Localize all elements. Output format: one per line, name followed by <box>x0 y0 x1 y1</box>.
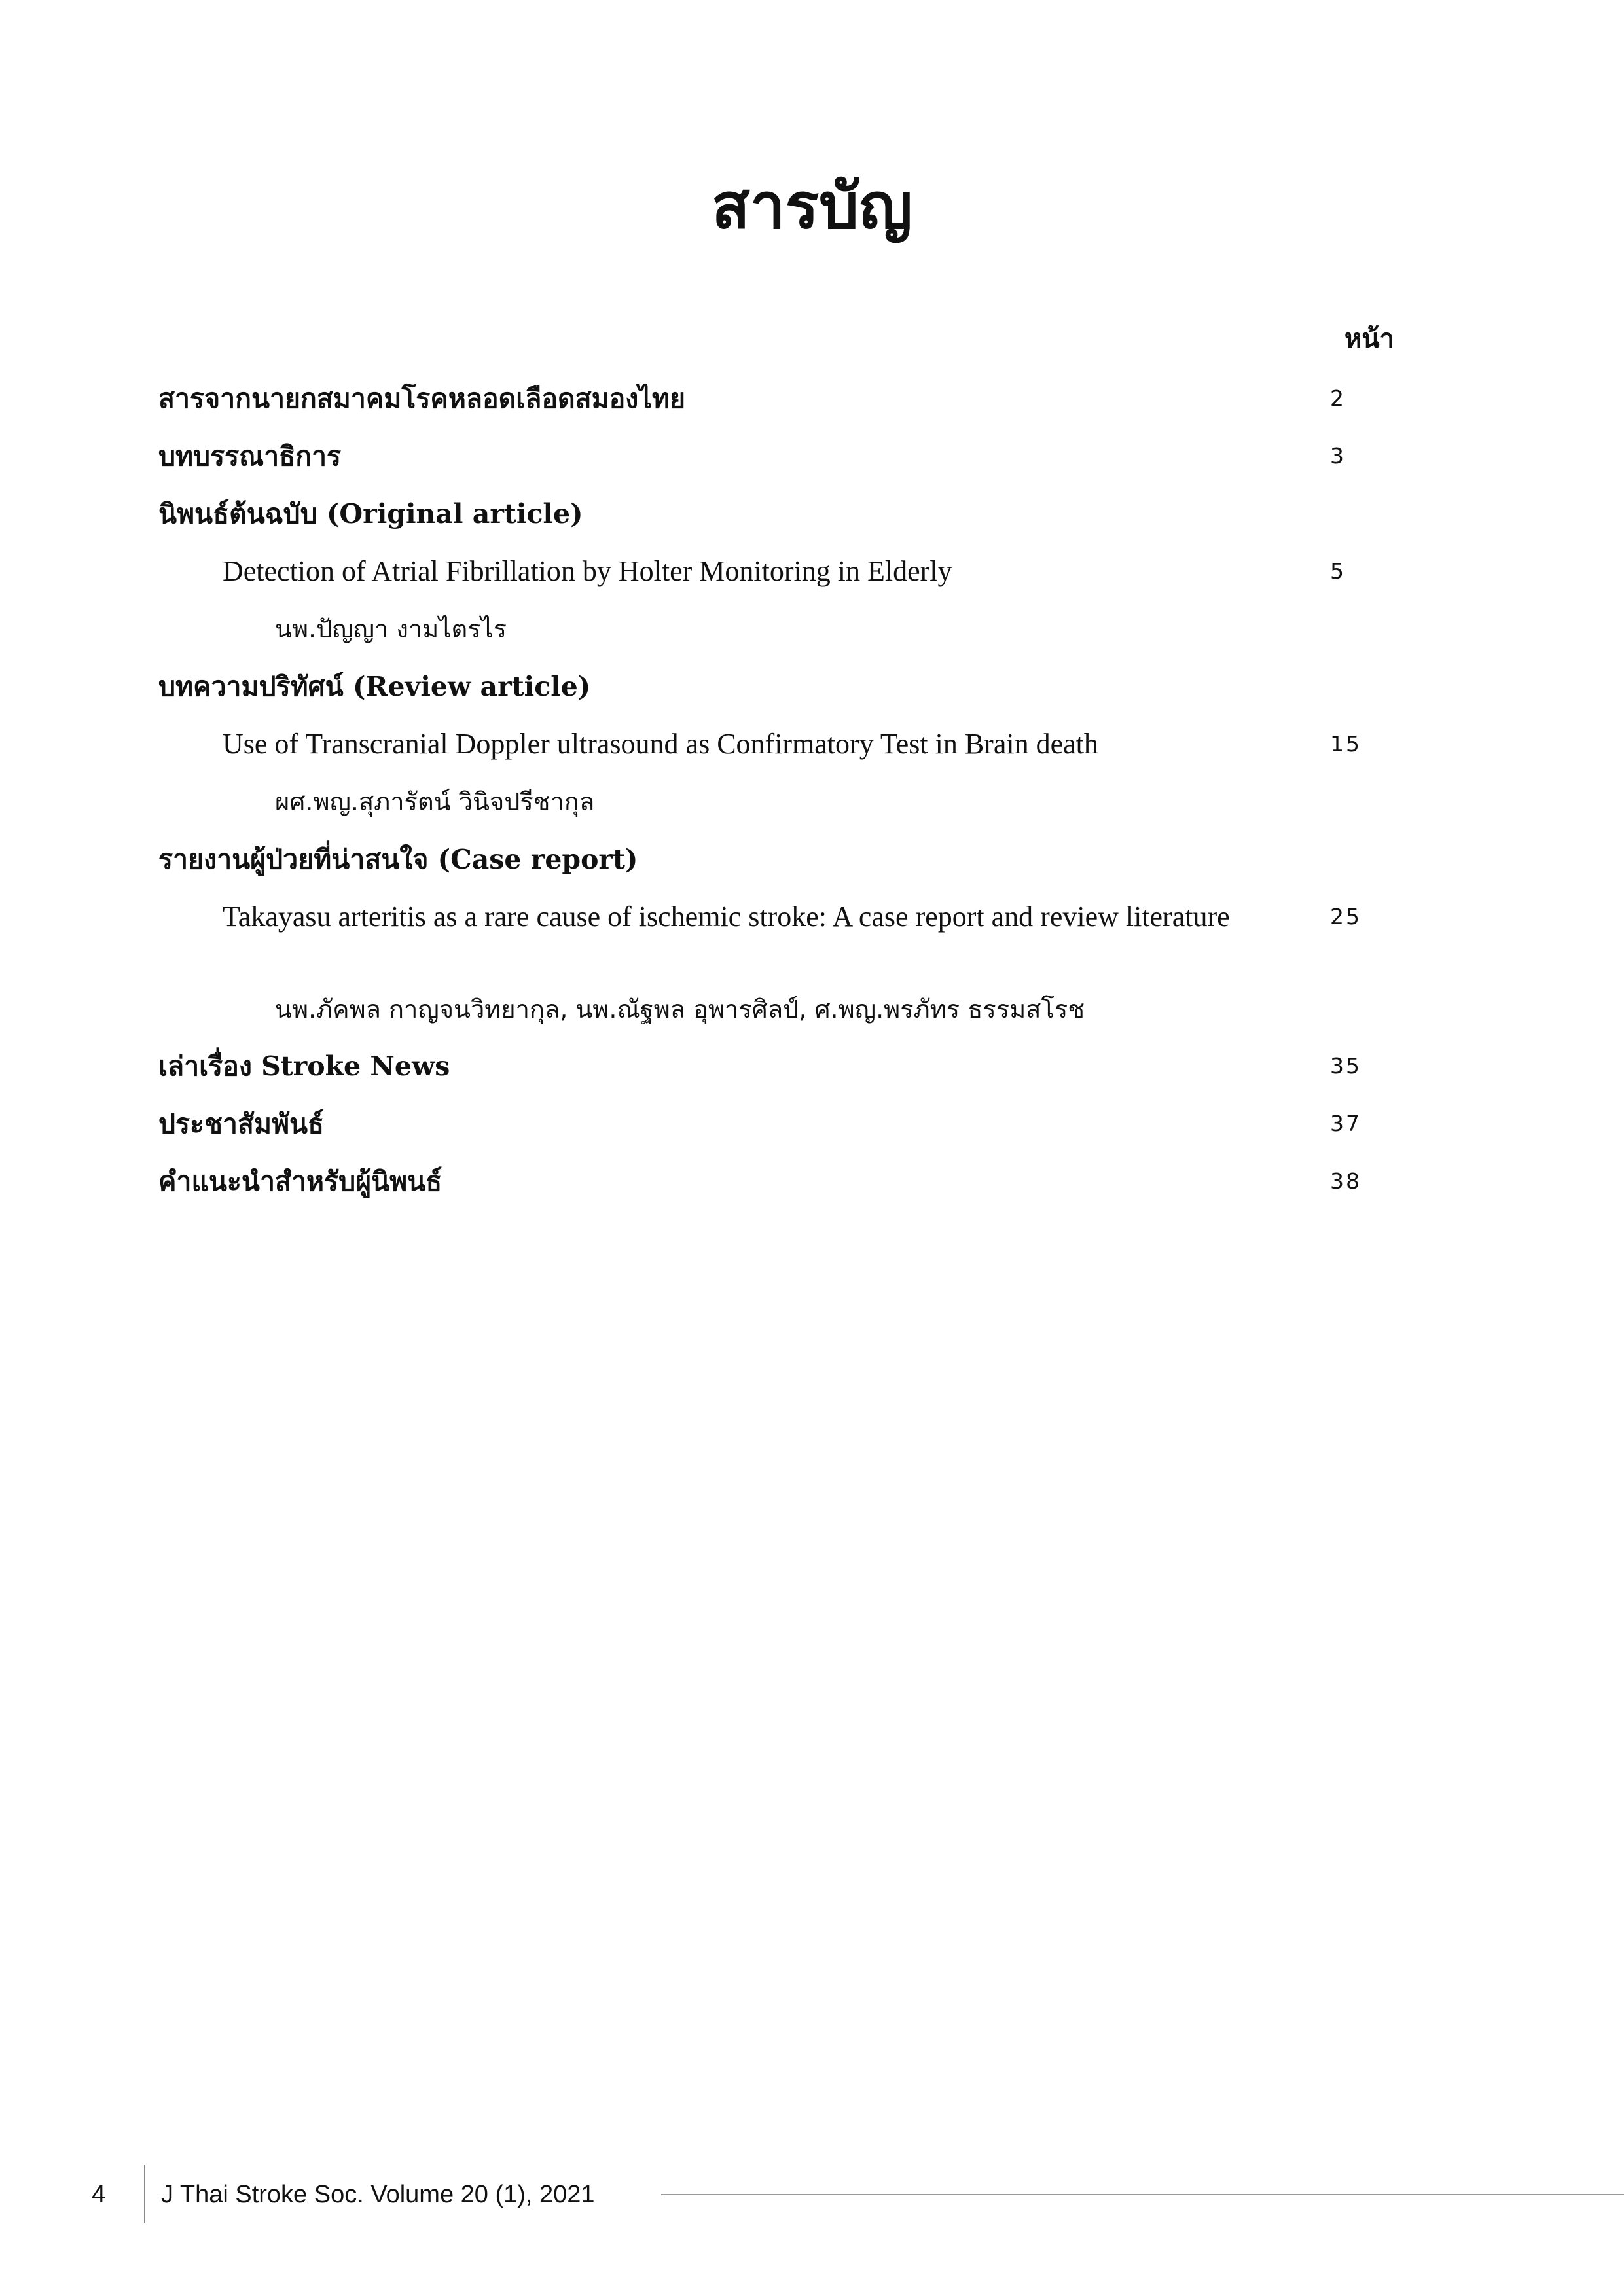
toc-entry <box>158 831 1402 888</box>
page-footer <box>0 2160 1624 2225</box>
toc-entry <box>158 773 1402 831</box>
toc-section-title: นิพนธ์ต้นฉบับ (Original article) <box>158 498 583 529</box>
toc-entry <box>158 600 1402 658</box>
toc-entry <box>158 370 1402 427</box>
toc-page-number: 15 <box>1330 731 1362 757</box>
toc-entry <box>158 427 1402 485</box>
toc-author: นพ.ปัญญา งามไตรไร <box>275 615 507 643</box>
footer-rule <box>661 2194 1624 2195</box>
toc-page-number: 35 <box>1330 1053 1362 1079</box>
toc-section-title: ประชาสัมพันธ์ <box>158 1108 325 1139</box>
toc-entry <box>158 715 1402 773</box>
toc-author: นพ.ภัคพล กาญจนวิทยากุล, นพ.ณัฐพล อุพารศิลป์, ศ.พญ.พรภัทร ธรรมสโรช <box>275 995 1085 1024</box>
page-title: สารบัญ <box>712 170 912 243</box>
toc-entry <box>158 543 1402 600</box>
toc-article-title: Detection of Atrial Fibrillation by Holter Monitoring in Elderly <box>223 555 952 587</box>
toc-section-title: บทความปริทัศน์ (Review article) <box>158 671 591 702</box>
toc-article-title: Use of Transcranial Doppler ultrasound as Confirmatory Test in Brain death <box>223 728 1098 760</box>
toc-page-number: 38 <box>1330 1168 1362 1194</box>
toc-section-title: บทบรรณาธิการ <box>158 440 342 472</box>
toc-page-number: 25 <box>1330 904 1362 929</box>
footer-divider <box>144 2165 145 2223</box>
toc-entry <box>158 986 1402 1037</box>
toc-entry <box>158 888 1402 986</box>
toc-entry <box>158 1037 1402 1095</box>
toc-author: ผศ.พญ.สุภารัตน์ วินิจปรีชากุล <box>275 787 595 816</box>
toc-entry <box>158 1153 1402 1210</box>
toc-page-number: 2 <box>1330 386 1346 411</box>
toc-entry <box>158 1095 1402 1153</box>
toc-entry <box>158 658 1402 715</box>
footer-page-number: 4 <box>92 2181 106 2208</box>
toc-section-title: คำแนะนำสำหรับผู้นิพนธ์ <box>158 1166 442 1197</box>
page-column-header: หน้า <box>1344 324 1394 354</box>
table-of-contents <box>158 370 1402 1210</box>
toc-page-number: 5 <box>1330 558 1346 584</box>
toc-section-title: สารจากนายกสมาคมโรคหลอดเลือดสมองไทย <box>158 383 685 414</box>
toc-section-title: เล่าเรื่อง Stroke News <box>158 1050 450 1082</box>
toc-article-title: Takayasu arteritis as a rare cause of ischemic stroke: A case report and review literature <box>223 901 1230 933</box>
footer-journal-citation: J Thai Stroke Soc. Volume 20 (1), 2021 <box>161 2181 595 2208</box>
toc-page-number: 37 <box>1330 1111 1362 1136</box>
toc-page-number: 3 <box>1330 443 1346 469</box>
toc-entry <box>158 485 1402 543</box>
toc-section-title: รายงานผู้ป่วยที่น่าสนใจ (Case report) <box>158 844 638 875</box>
